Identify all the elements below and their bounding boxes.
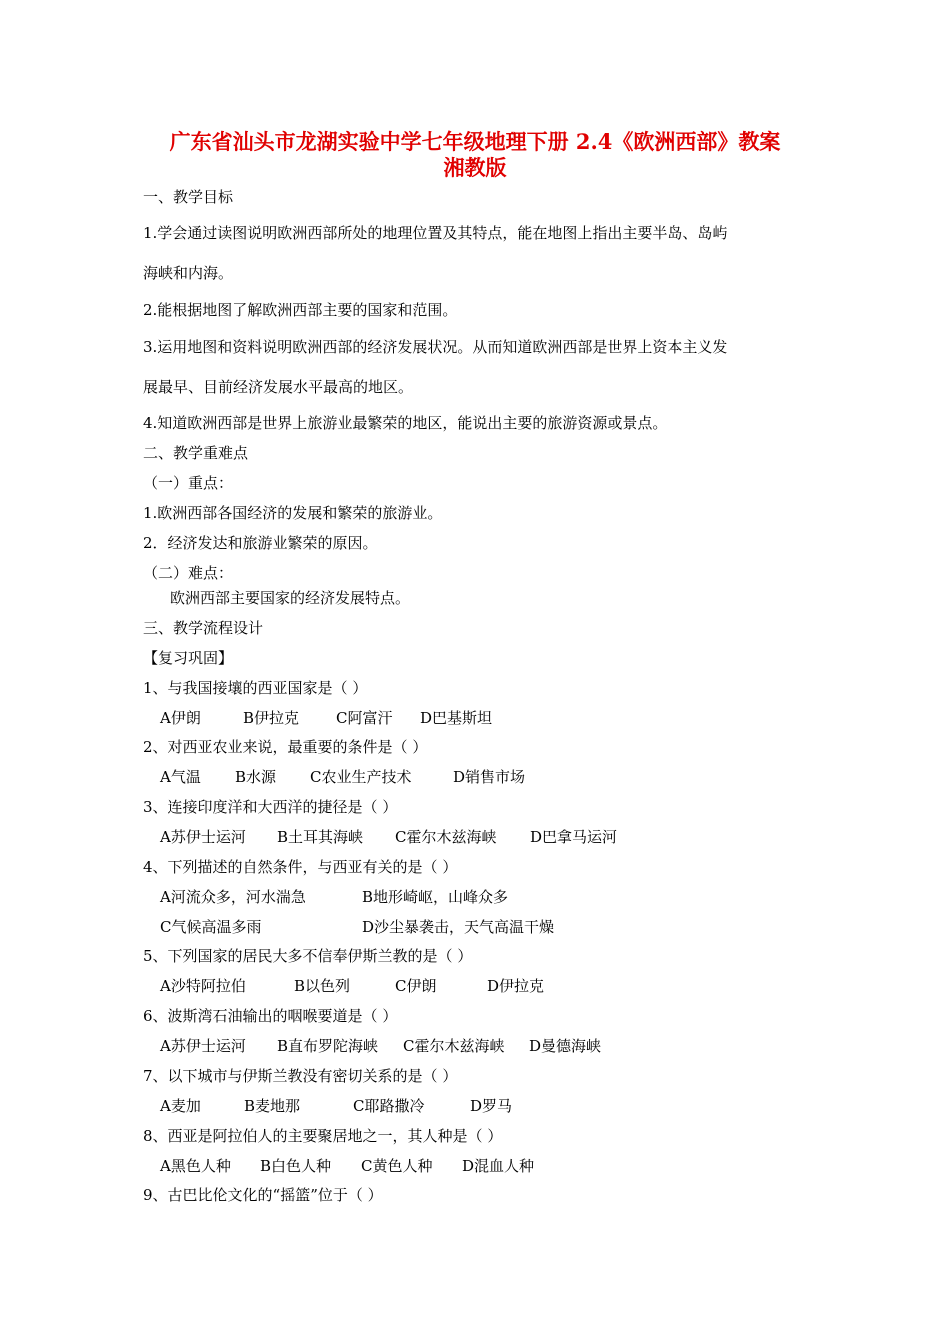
option: A苏伊士运河 bbox=[160, 828, 246, 846]
question-options bbox=[160, 917, 554, 937]
option: D巴基斯坦 bbox=[420, 709, 493, 727]
option: B地形崎岖，山峰众多 bbox=[362, 888, 509, 906]
question-options bbox=[160, 1096, 512, 1116]
subheading: （一）重点： bbox=[143, 474, 234, 492]
option: C耶路撒冷 bbox=[353, 1097, 425, 1115]
goal-item-continued: 展最早、目前经济发展水平最高的地区。 bbox=[143, 378, 414, 396]
option: C伊朗 bbox=[395, 977, 437, 995]
question: 1、与我国接壤的西亚国家是（ ） bbox=[143, 679, 368, 697]
option: B白色人种 bbox=[260, 1157, 332, 1175]
document-title-line2: 湘教版 bbox=[443, 155, 507, 180]
option: A沙特阿拉伯 bbox=[160, 977, 246, 995]
question: 7、以下城市与伊斯兰教没有密切关系的是（ ） bbox=[143, 1067, 458, 1085]
option: A苏伊士运河 bbox=[160, 1037, 246, 1055]
option: A麦加 bbox=[160, 1097, 201, 1115]
question: 9、古巴比伦文化的“摇篮”位于（ ） bbox=[143, 1186, 383, 1204]
option: C气候高温多雨 bbox=[160, 918, 262, 936]
option: B以色列 bbox=[294, 977, 351, 995]
question: 2、对西亚农业来说，最重要的条件是（ ） bbox=[143, 738, 428, 756]
option: C黄色人种 bbox=[361, 1157, 433, 1175]
question-options bbox=[160, 976, 544, 996]
option: A伊朗 bbox=[160, 709, 201, 727]
option: B土耳其海峡 bbox=[277, 828, 364, 846]
question-options bbox=[160, 1036, 601, 1056]
key-point: 2．经济发达和旅游业繁荣的原因。 bbox=[143, 534, 378, 552]
question: 6、波斯湾石油输出的咽喉要道是（ ） bbox=[143, 1007, 398, 1025]
goal-item: 3.运用地图和资料说明欧洲西部的经济发展状况。从而知道欧洲西部是世界上资本主义发 bbox=[143, 338, 728, 356]
question: 4、下列描述的自然条件，与西亚有关的是（ ） bbox=[143, 858, 458, 876]
option: A河流众多，河水湍急 bbox=[160, 888, 306, 906]
option: D巴拿马运河 bbox=[530, 828, 618, 846]
key-point: 1.欧洲西部各国经济的发展和繁荣的旅游业。 bbox=[143, 504, 443, 522]
question-options bbox=[160, 1156, 534, 1176]
question-options bbox=[160, 827, 617, 847]
option: C霍尔木兹海峡 bbox=[395, 828, 497, 846]
option: D罗马 bbox=[470, 1097, 513, 1115]
subheading: （二）难点： bbox=[143, 564, 234, 582]
document-title: 广东省汕头市龙湖实验中学七年级地理下册 2.4《欧洲西部》教案 bbox=[169, 129, 781, 154]
option: C阿富汗 bbox=[336, 709, 393, 727]
question: 8、西亚是阿拉伯人的主要聚居地之一，其人种是（ ） bbox=[143, 1127, 503, 1145]
option: C霍尔木兹海峡 bbox=[403, 1037, 505, 1055]
option: B直布罗陀海峡 bbox=[277, 1037, 379, 1055]
question-options bbox=[160, 887, 508, 907]
question: 5、下列国家的居民大多不信奉伊斯兰教的是（ ） bbox=[143, 947, 473, 965]
option: B伊拉克 bbox=[243, 709, 300, 727]
option: D混血人种 bbox=[462, 1157, 535, 1175]
option: B水源 bbox=[235, 768, 277, 786]
option: B麦地那 bbox=[244, 1097, 301, 1115]
question-options bbox=[160, 767, 525, 787]
goal-item-continued: 海峡和内海。 bbox=[143, 264, 234, 282]
difficulty-point: 欧洲西部主要国家的经济发展特点。 bbox=[170, 589, 411, 607]
option: D沙尘暴袭击，天气高温干燥 bbox=[362, 918, 555, 936]
question-options bbox=[160, 708, 492, 728]
option: A黑色人种 bbox=[160, 1157, 231, 1175]
goal-item: 2.能根据地图了解欧洲西部主要的国家和范围。 bbox=[143, 301, 458, 319]
section-heading: 三、教学流程设计 bbox=[143, 619, 264, 637]
goal-item: 4.知道欧洲西部是世界上旅游业最繁荣的地区，能说出主要的旅游资源或景点。 bbox=[143, 414, 668, 432]
option: A气温 bbox=[160, 768, 201, 786]
question: 3、连接印度洋和大西洋的捷径是（ ） bbox=[143, 798, 398, 816]
option: D伊拉克 bbox=[487, 977, 545, 995]
option: D曼德海峡 bbox=[529, 1037, 602, 1055]
goal-item: 1.学会通过读图说明欧洲西部所处的地理位置及其特点，能在地图上指出主要半岛、岛屿 bbox=[143, 224, 728, 242]
section-heading: 二、教学重难点 bbox=[143, 444, 249, 462]
section-heading: 一、教学目标 bbox=[143, 188, 234, 206]
review-heading: 【复习巩固】 bbox=[143, 649, 234, 667]
option: C农业生产技术 bbox=[310, 768, 412, 786]
option: D销售市场 bbox=[453, 768, 526, 786]
